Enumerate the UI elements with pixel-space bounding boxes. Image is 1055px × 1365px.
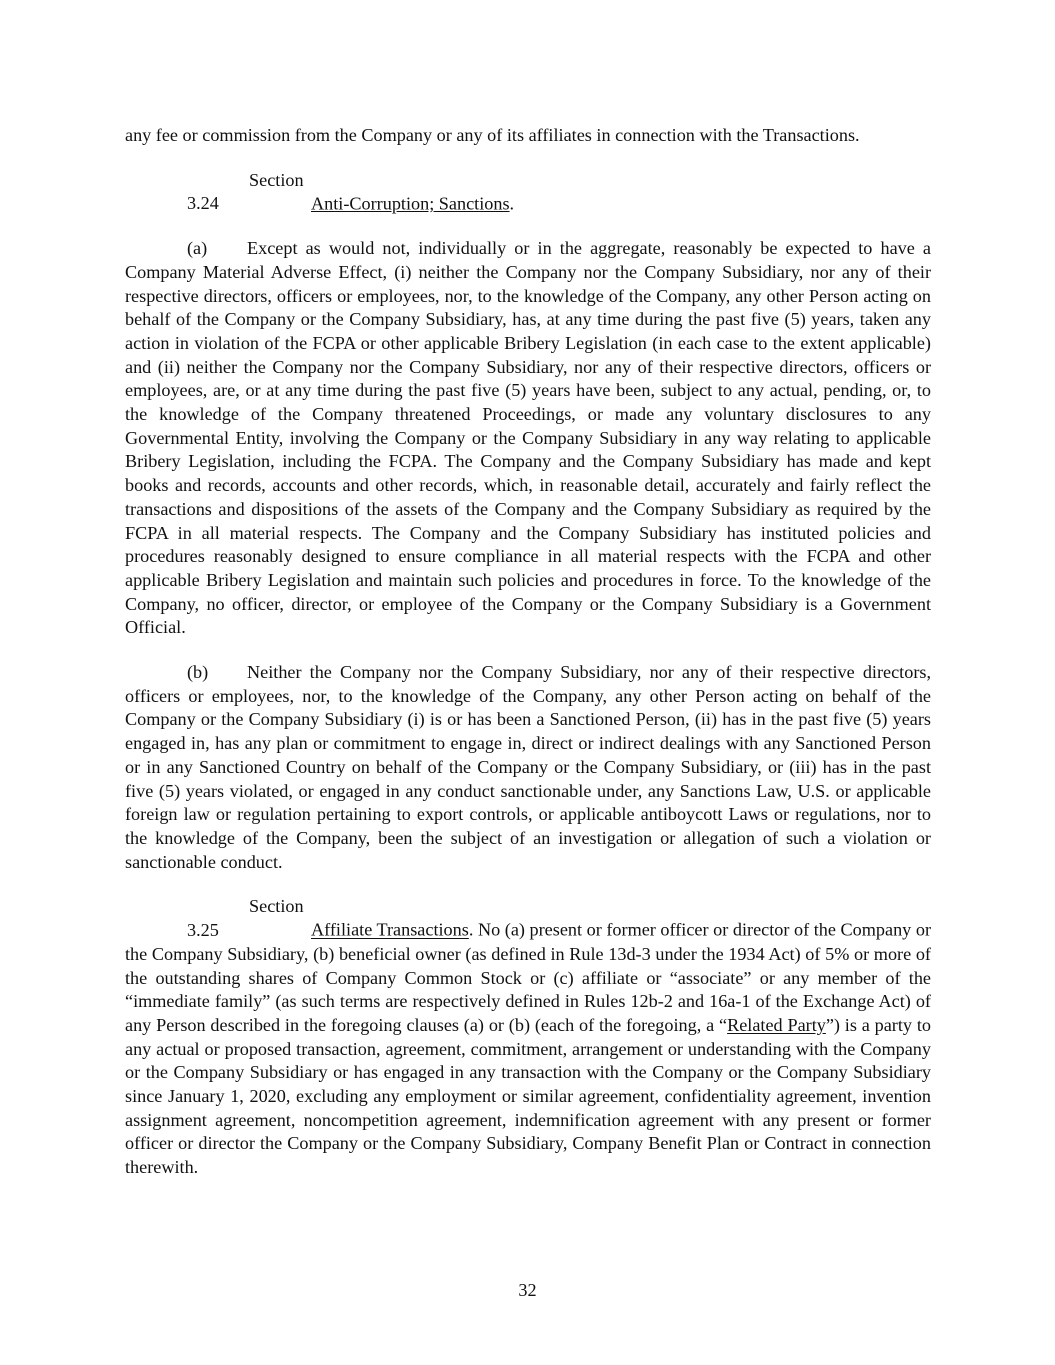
section-3-24-title: Anti-Corruption; Sanctions — [311, 193, 510, 214]
section-3-25-text-after: ”) is a party to any actual or proposed transaction, agreement, commitment, arrangement or understanding with the Company or the Company Subsidiary or has engaged in any transaction with the Company or the Company Subsidiary since January 1, 2020, excluding any employment or similar agreement, confidentiality agreement, invention assignment agreement, noncompetition agreement, indemnification agreement with any present or former officer or director the Company or the Company Subsidiary, Company Benefit Plan or Contract in connection therewith. — [125, 1014, 931, 1178]
section-3-25-title: Affiliate Transactions — [311, 920, 469, 941]
document-body — [125, 124, 931, 1180]
carryover-paragraph: any fee or commission from the Company or any of its affiliates in connection with the Transactions. — [125, 125, 860, 145]
paragraph-b-text: Neither the Company nor the Company Subsidiary, nor any of their respective directors, officers or employees, nor, to the knowledge of the Company, any other Person acting on behalf of the Company or the Company Subsidiary (i) is or has been a Sanctioned Person, (ii) has in the past five (5) years engaged in, has any plan or commitment to engage in, direct or indirect dealings with any Sanctioned Person or in any Sanctioned Country on behalf of the Company or the Company Subsidiary, or (iii) has in the past five (5) years violated, or engaged in any conduct sanctionable under, any Sanctions Law, U.S. or applicable foreign law or regulation pertaining to export controls, or applicable antiboycott Laws or regulations, nor to the knowledge of the Company, been the subject of an investigation or allegation of such a violation or sanctionable conduct. — [125, 662, 931, 872]
paragraph-a-text: Except as would not, individually or in the aggregate, reasonably be expected to have a Company Material Adverse Effect, (i) neither the Company nor the Company Subsidiary, nor any of their respective directors, officers or employees, nor, to the knowledge of the Company, any other Person acting on behalf of the Company or the Company Subsidiary, has, at any time during the past five (5) years, taken any action in violation of the FCPA or other applicable Bribery Legislation (in each case to the extent applicable) and (ii) neither the Company nor the Company Subsidiary, nor any of their respective directors, officers or employees, are, or at any time during the past five (5) years have been, subject to any actual, pending, or, to the knowledge of the Company threatened Proceedings, or made any voluntary disclosures to any Governmental Entity, involving the Company or the Company Subsidiary in any way relating to applicable Bribery Legislation, including the FCPA. The Company and the Company Subsidiary has made and kept books and records, accounts and other records, which, in reasonable detail, accurately and fairly reflect the transactions and dispositions of the assets of the Company and the Company Subsidiary as required by the FCPA in all material respects. The Company and the Company Subsidiary has instituted policies and procedures reasonably designed to ensure compliance in all material respects with the FCPA and other applicable Bribery Legislation and maintain such policies and procedures in force. To the knowledge of the Company, no officer, director, or employee of the Company or the Company Subsidiary is a Government Official. — [125, 238, 931, 638]
related-party-term: Related Party — [727, 1014, 826, 1035]
section-3-24-heading — [125, 169, 931, 216]
section-3-25-paragraph — [125, 895, 931, 1179]
section-3-24-title-suffix: . — [509, 193, 515, 214]
paragraph-b — [125, 661, 931, 874]
paragraph-a — [125, 237, 931, 640]
section-3-24-number: Section 3.24 — [187, 169, 304, 214]
section-3-25-text-before: . No (a) present or former officer or director of the Company or the Company Subsidiary, (b) beneficial owner (as defined in Rule 13d-3 under the 1934 Act) of 5% or more of the outstanding shares of Company Common Stock or (c) affiliate or “associate” or any member of the “immediate family” (as such terms are respectively defined in Rules 12b-2 and 16a-1 of the Exchange Act) of any Person described in the foregoing clauses (a) or (b) (each of the foregoing, a “ — [125, 920, 932, 1035]
page-number: 32 — [518, 1280, 537, 1300]
paragraph-b-label: (b) — [187, 662, 209, 683]
section-3-25-number: Section 3.25 — [187, 896, 304, 941]
paragraph-a-label: (a) — [187, 238, 208, 259]
